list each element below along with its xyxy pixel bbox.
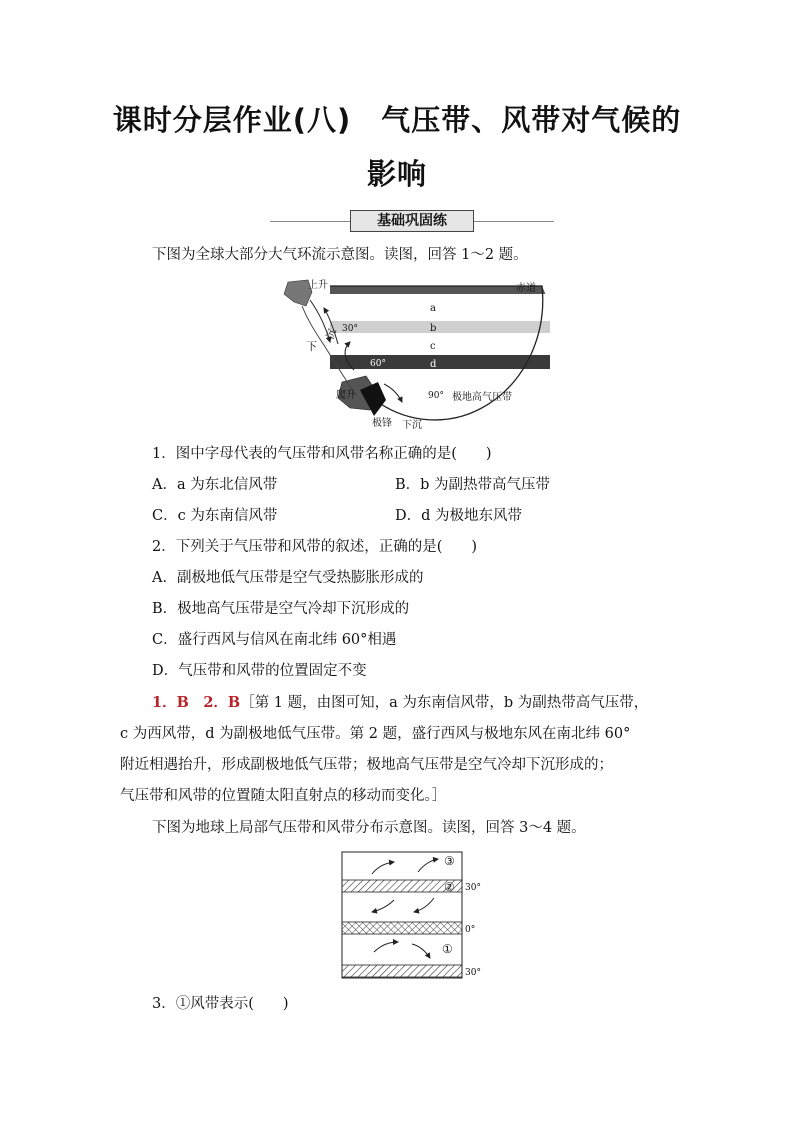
answer-key: 1．B 2．B [152,694,241,711]
label-d: d [430,359,437,370]
question-2-option-b: B．极地高气压带是空气冷却下沉形成的 [152,601,410,617]
section-header [270,210,554,232]
label-lat30-top: 30° [465,883,481,893]
label-front: 极锋 [372,418,392,429]
label-climb: 爬升 [336,390,356,401]
label-lat0: 0° [465,925,476,935]
label-polar-high: 极地高气压带 [452,392,512,403]
label-sink: 下沉 [402,420,422,431]
question-1-option-b: B．b 为副热带高气压带 [395,477,551,493]
answer-line-4: 气压带和风带的位置随太阳直射点的移动而变化。］ [120,788,447,804]
intro-text-2: 下图为地球上局部气压带和风带分布示意图。读图，回答 3～4 题。 [152,820,586,836]
label-lat30: 30° [342,324,358,334]
label-sink-left: 下 [306,340,317,353]
question-3-stem: 3．①风带表示( ) [152,996,289,1012]
label-rise: 上升 [308,280,328,291]
page-title: 课时分层作业(八) 气压带、风带对气候的 [112,103,682,137]
label-belt-1: ① [442,942,453,956]
answer-text-1: ［第 1 题，由图可知，a 为东南信风带，b 为副热带高气压带， [240,695,649,711]
question-2-stem: 2．下列关于气压带和风带的叙述，正确的是( ) [152,539,478,555]
label-belt-2: ② [444,880,455,894]
question-2-option-c: C．盛行西风与信风在南北纬 60°相遇 [152,632,397,648]
section-label: 基础巩固练 [350,210,474,232]
circulation-diagram [280,278,550,436]
answer-line-1 [152,693,648,713]
label-lat30-bottom: 30° [465,968,481,978]
label-c: c [430,341,436,352]
wind-belt-diagram [338,848,488,982]
belt-equator [342,922,462,934]
label-belt-3: ③ [444,854,455,868]
section-rule-left [270,221,350,222]
label-a: a [430,303,436,314]
label-lat60: 60° [370,359,386,369]
intro-text-1: 下图为全球大部分大气环流示意图。读图，回答 1～2 题。 [152,247,528,263]
label-sink-left-2: 沉 [325,327,339,341]
question-2-option-a: A．副极地低气压带是空气受热膨胀形成的 [152,570,424,586]
question-1-option-a: A．a 为东北信风带 [152,477,278,493]
answer-line-2: c 为西风带，d 为副极地低气压带。第 2 题，盛行西风与极地东风在南北纬 60° [120,726,631,742]
question-1-stem: 1．图中字母代表的气压带和风带名称正确的是( ) [152,446,492,462]
label-equator: 赤道 [516,283,536,294]
page-title-continued: 影响 [366,157,427,191]
label-b: b [430,323,437,334]
answer-line-3: 附近相遇抬升，形成副极地低气压带；极地高气压带是空气冷却下沉形成的； [120,757,613,773]
section-rule-right [474,221,554,222]
question-1-option-c: C．c 为东南信风带 [152,508,278,524]
question-2-option-d: D．气压带和风带的位置固定不变 [152,663,367,679]
belt-bottom [342,965,462,977]
question-1-option-d: D．d 为极地东风带 [395,508,523,524]
label-lat90: 90° [428,391,444,401]
